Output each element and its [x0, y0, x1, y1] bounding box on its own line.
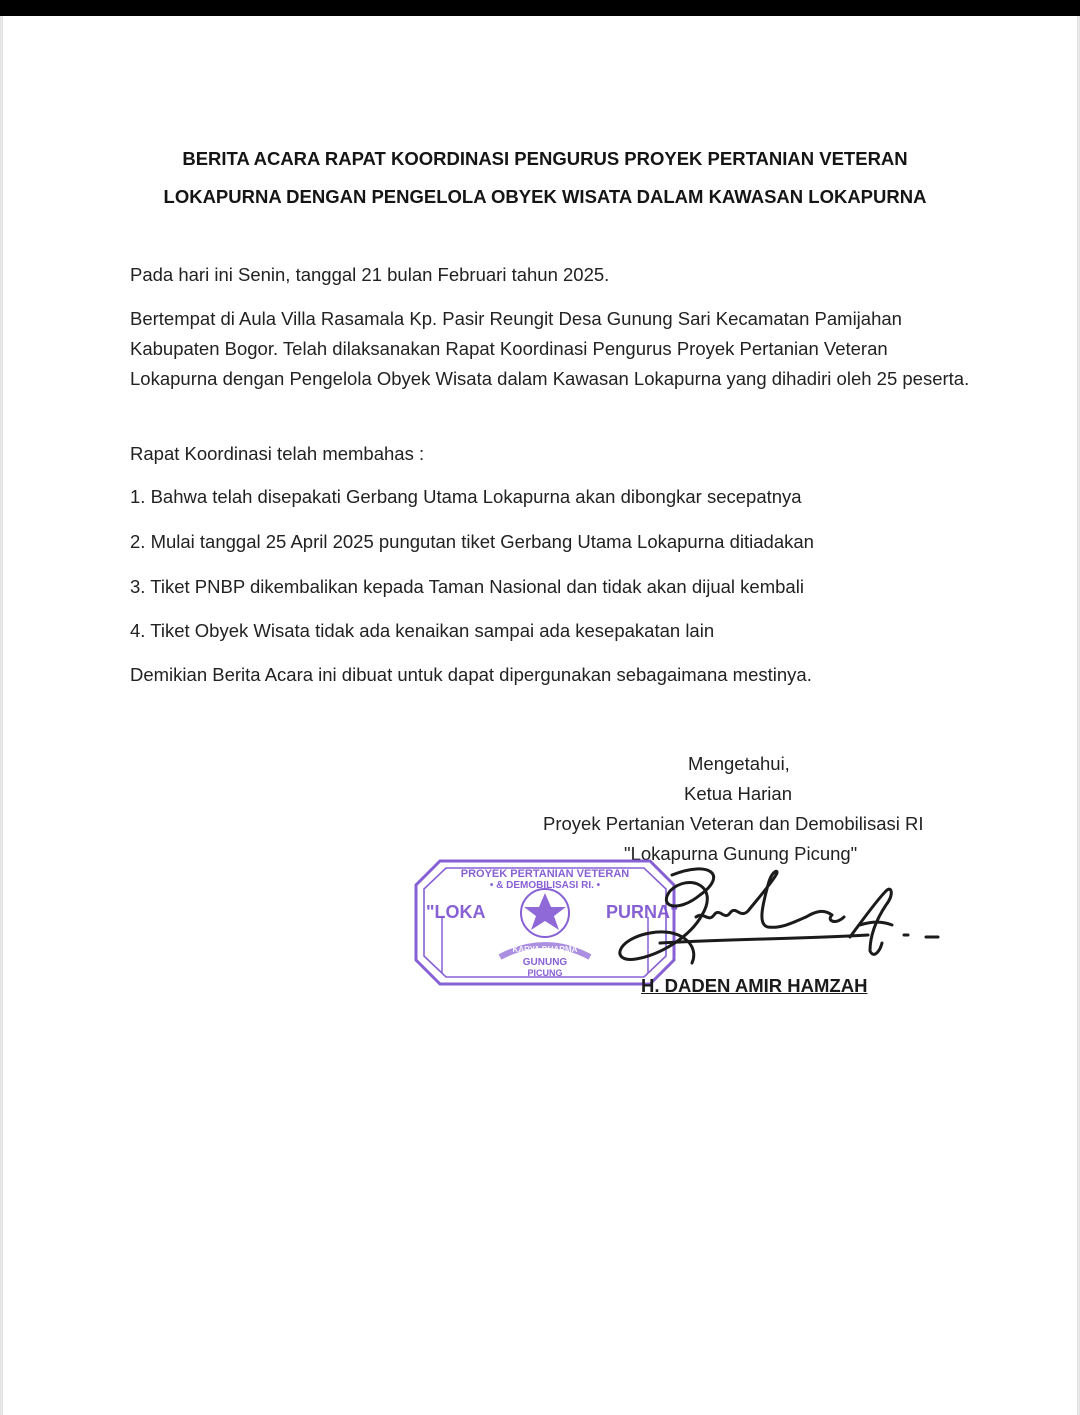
agenda-item-3: 3. Tiket PNBP dikembalikan kepada Taman Nasional dan tidak akan dijual kembali: [130, 576, 804, 597]
position-label: Ketua Harian: [684, 783, 792, 804]
document-title: [0, 140, 1080, 216]
title-line-2: LOKAPURNA DENGAN PENGELOLA OBYEK WISATA DALAM KAWASAN LOKAPURNA: [163, 186, 927, 207]
agenda-item-1: 1. Bahwa telah disepakati Gerbang Utama Lokapurna akan dibongkar secepatnya: [130, 486, 802, 507]
agenda-item-4: 4. Tiket Obyek Wisata tidak ada kenaikan sampai ada kesepakatan lain: [130, 620, 715, 641]
agenda-intro: Rapat Koordinasi telah membahas :: [130, 443, 425, 464]
title-line-1: BERITA ACARA RAPAT KOORDINASI PENGURUS PROYEK PERTANIAN VETERAN: [182, 148, 908, 169]
stamp-bottom-text-2: PICUNG: [527, 968, 563, 978]
stamp-right-word: PURNA": [606, 902, 679, 922]
agenda-item-2: 2. Mulai tanggal 25 April 2025 pungutan tiket Gerbang Utama Lokapurna ditiadakan: [130, 531, 814, 552]
stamp-top-text: PROYEK PERTANIAN VETERAN: [460, 868, 630, 880]
stamp-left-word: "LOKA: [426, 902, 486, 922]
organization-label: Proyek Pertanian Veteran dan Demobilisasi RI: [543, 813, 924, 834]
top-bar: [0, 0, 1080, 16]
stamp-ribbon-text: KARYA DHARMA: [512, 945, 578, 954]
acknowledged-label: Mengetahui,: [688, 753, 790, 774]
handwritten-signature: [600, 855, 960, 980]
document-page: [3, 16, 1077, 1415]
star-icon: [524, 893, 566, 930]
location-paragraph: Bertempat di Aula Villa Rasamala Kp. Pasir Reungit Desa Gunung Sari Kecamatan Pamijahan Kabupaten Bogor. Telah dilaksanakan Rapat Koordinasi Pengurus Proyek Pertanian Veteran Lokapurna dengan Pengelola Obyek Wisata dalam Kawasan Lokapurna yang dihadiri oleh 25 peserta.: [130, 308, 970, 389]
signer-name: H. DADEN AMIR HAMZAH: [641, 975, 868, 996]
closing-paragraph: Demikian Berita Acara ini dibuat untuk dapat dipergunakan sebagaimana mestinya.: [130, 664, 812, 685]
stamp-bottom-text: GUNUNG: [522, 957, 568, 968]
opening-paragraph: Pada hari ini Senin, tanggal 21 bulan Februari tahun 2025.: [130, 264, 610, 285]
stamp-top-text-2: • & DEMOBILISASI RI. •: [489, 880, 601, 891]
unit-label: "Lokapurna Gunung Picung": [624, 843, 858, 864]
